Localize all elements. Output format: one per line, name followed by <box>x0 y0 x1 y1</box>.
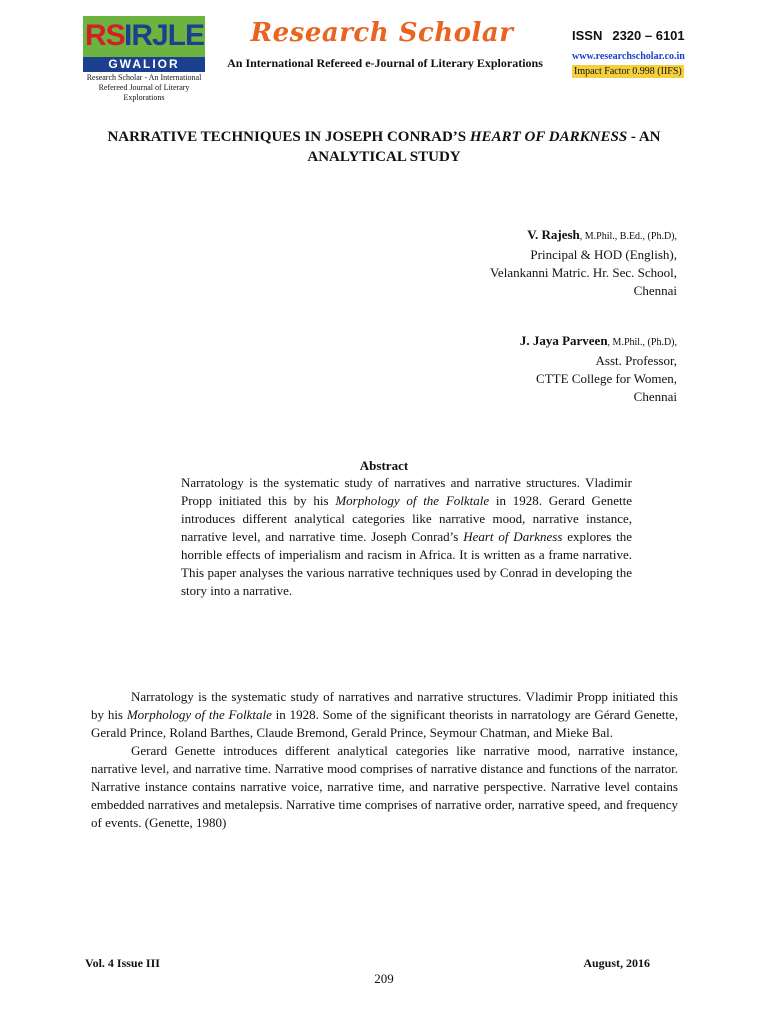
author-degrees: , M.Phil., (Ph.D), <box>607 337 677 348</box>
website-link[interactable]: www.researchscholar.co.in <box>572 51 685 62</box>
author-name: V. Rajesh <box>527 227 580 242</box>
logo-subtitle: Research Scholar - An International Refereed Journal of Literary Explorations <box>86 73 202 102</box>
body-p1-a: Narratology is the systematic study of narratives and narrative structures. Vladimir Propp initiated this by his <box>91 689 678 722</box>
journal-title: Research Scholar <box>250 18 514 48</box>
title-part2: - AN ANALYTICAL STUDY <box>307 129 661 165</box>
abstract-text <box>181 474 632 600</box>
author-city: Chennai <box>633 389 677 404</box>
author-role: Principal & HOD (English), <box>530 247 677 262</box>
author-institution: CTTE College for Women, <box>536 371 677 386</box>
author-degrees: , M.Phil., B.Ed., (Ph.D), <box>579 231 677 242</box>
title-part1: NARRATIVE TECHNIQUES IN JOSEPH CONRAD’S <box>107 129 470 145</box>
body-paragraph: Gerard Genette introduces different analytical categories like narrative mood, narrative instance, narrative level, and narrative time. Narrative mood comprises of narrative distance and functions of the narrator. Narrative instance contains narrative voice, narrative time, and narrative perspective. Narrative level contains embedded narratives and metalepsis. Narrative time comprises of narrative order, narrative speed, and frequency of events. (Genette, 1980) <box>91 743 678 830</box>
abstract-p1: Narratology is the systematic study of narratives and narrative structures. Vladimir Propp initiated this by his <box>181 475 632 508</box>
impact-factor: Impact Factor 0.998 (IIFS) <box>574 66 682 77</box>
logo-city: GWALIOR <box>83 57 205 72</box>
body-p1-italic: Morphology of the Folktale <box>126 707 272 722</box>
logo-banner <box>83 16 205 57</box>
journal-subtitle: An International Refereed e-Journal of Literary Explorations <box>227 56 543 70</box>
footer-volume: Vol. 4 Issue III <box>85 956 160 970</box>
footer-date: August, 2016 <box>583 956 650 970</box>
abstract-p3: explores the horrible effects of imperialism and racism in Africa. It is written as a frame narrative. This paper analyses the various narrative techniques used by Conrad in developing the story into a narrative. <box>181 529 633 598</box>
abstract-p2: in 1928. Gerard Genette introduces different analytical categories like narrative mood, narrative instance, narrative level, and narrative time. Joseph Conrad’s <box>181 493 632 544</box>
logo-irjle-text: IRJLE <box>124 19 205 52</box>
issn-label: ISSN <box>572 28 603 43</box>
author-name: J. Jaya Parveen <box>519 333 608 348</box>
author-block <box>490 226 677 300</box>
abstract-p1-italic: Morphology of the Folktale <box>335 493 490 508</box>
issn-number: 2320 – 6101 <box>612 28 685 43</box>
page-number: 209 <box>374 971 394 986</box>
logo-rs-text: RS <box>85 19 125 52</box>
body-p1-b: in 1928. Some of the significant theorists in narratology are Gérard Genette, Gerald Prince, Roland Barthes, Claude Bremond, Gerald Prince, Seymour Chatman, and Mieke Bal. <box>91 707 678 740</box>
author-block <box>520 332 677 406</box>
title-italic: HEART OF DARKNESS <box>469 129 628 145</box>
abstract-heading: Abstract <box>359 458 409 473</box>
issn <box>572 28 685 43</box>
author-role: Asst. Professor, <box>595 353 677 368</box>
author-institution: Velankanni Matric. Hr. Sec. School, <box>489 265 677 280</box>
body-text <box>91 688 678 832</box>
abstract-p2-italic: Heart of Darkness <box>463 529 563 544</box>
author-city: Chennai <box>633 283 677 298</box>
paper-title <box>100 127 668 167</box>
body-paragraph <box>91 688 678 742</box>
journal-logo <box>83 16 205 102</box>
